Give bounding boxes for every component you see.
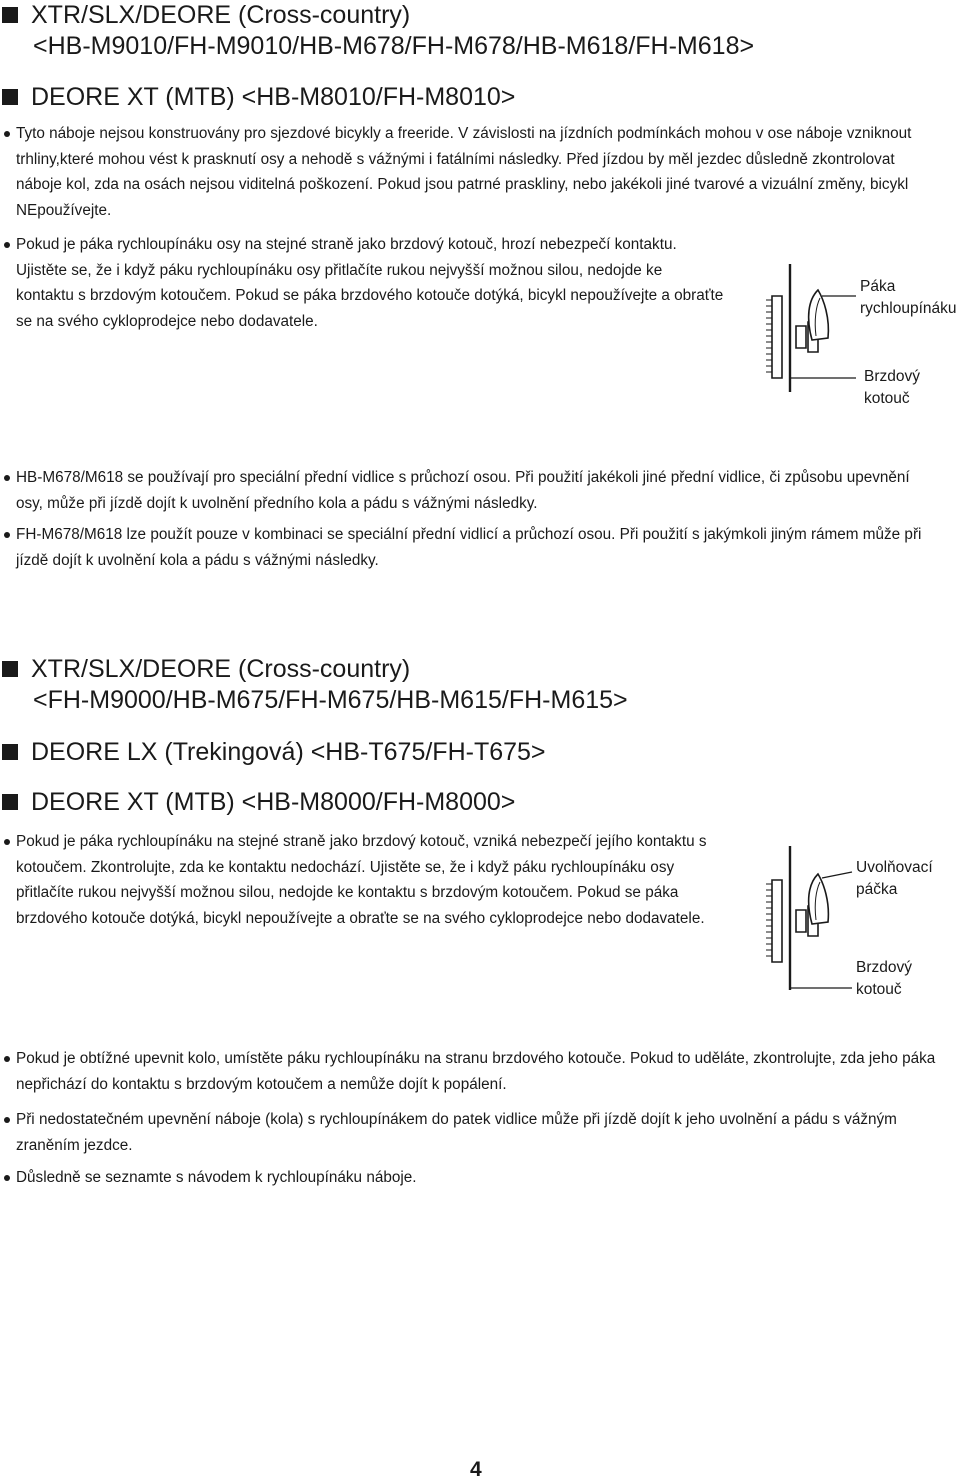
list-item: Pokud je páka rychloupínáku na stejné straně jako brzdový kotouč, vzniká nebezpečí jejího kontaktu s kotoučem. Zkontrolujte, zda ke kontaktu nedochází. Ujistěte se, že i když páku rychloupínáku osy přitlačíte rukou nejvyšší možnou silou, nedojde ke kontaktu s brzdovým kotoučem. Pokud se páka brzdového kotouče dotýká, bicykl nepoužívejte a obraťte se na svého cykloprodejce nebo dodavatele. bbox=[4, 829, 714, 931]
section2-heading-1: XTR/SLX/DEORE (Cross-country) <FH-M9000/HB-M675/FH-M675/HB-M615/FH-M615> bbox=[2, 654, 628, 716]
list-item: Důsledně se seznamte s návodem k rychloupínáku náboje. bbox=[4, 1165, 924, 1191]
list-item: Tyto náboje nejsou konstruovány pro sjezdové bicykly a freeride. V závislosti na jízdních podmínkách mohou v ose náboje vzniknout trhliny,které mohou vést k prasknutí osy a nehodě s vážnými i fatálními následky. Před jízdou by měl jezdec důsledně zkontrolovat náboje kol, zda na osách nejsou viditelná poškození. Pokud jsou patrné praskliny, nebo jakékoli jiné tvarové a vizuální změny, bicykl NEpoužívejte. bbox=[4, 121, 924, 223]
figure1-label-rotor: Brzdový kotouč bbox=[864, 368, 920, 407]
list-item: FH-M678/M618 lze použít pouze v kombinaci se speciální přední vidlicí a průchozí osou. Při použití s jakýmkoli jiným rámem může při jízdě dojít k uvolnění kola a pádu s vážnými následky. bbox=[4, 522, 924, 573]
section2-heading-2: DEORE LX (Trekingová) <HB-T675/FH-T675> bbox=[2, 737, 546, 768]
figure2-label-lever: Uvolňovací páčka bbox=[856, 859, 933, 898]
section1-heading-2: DEORE XT (MTB) <HB-M8010/FH-M8010> bbox=[2, 82, 515, 113]
page-number: 4 bbox=[470, 1458, 482, 1481]
list-item: Při nedostatečném upevnění náboje (kola) s rychloupínákem do patek vidlice může při jízdě dojít k jeho uvolnění a pádu s vážným zraněním jezdce. bbox=[4, 1107, 924, 1158]
section2-heading-3: DEORE XT (MTB) <HB-M8000/FH-M8000> bbox=[2, 787, 515, 818]
figure2-label-rotor: Brzdový kotouč bbox=[856, 959, 912, 998]
list-item: Pokud je páka rychloupínáku osy na stejné straně jako brzdový kotouč, hrozí nebezpečí kontaktu. Ujistěte se, že i když páku rychloupínáku osy přitlačíte rukou nejvyšší možnou silou, nedojde ke kontaktu s brzdovým kotoučem. Pokud se páka brzdového kotouče dotýká, bicykl nepoužívejte a obraťte se na svého cykloprodejce nebo dodavatele. bbox=[4, 232, 724, 334]
figure1-label-lever: Páka rychloupínáku bbox=[860, 278, 957, 317]
list-item: Pokud je obtížné upevnit kolo, umístěte páku rychloupínáku na stranu brzdového kotouče. Pokud to uděláte, zkontrolujte, zda jeho páka nepřichází do kontaktu s brzdovým kotoučem a nemůže dojít k popálení. bbox=[4, 1046, 944, 1097]
list-item: HB-M678/M618 se používají pro speciální přední vidlice s průchozí osou. Při použití jakékoli jiné přední vidlice, či způsobu upevnění osy, může při jízdě dojít k uvolnění předního kola a pádu s vážnými následky. bbox=[4, 465, 924, 516]
section1-heading-1: XTR/SLX/DEORE (Cross-country) <HB-M9010/FH-M9010/HB-M678/FH-M678/HB-M618/FH-M618> bbox=[2, 0, 754, 62]
